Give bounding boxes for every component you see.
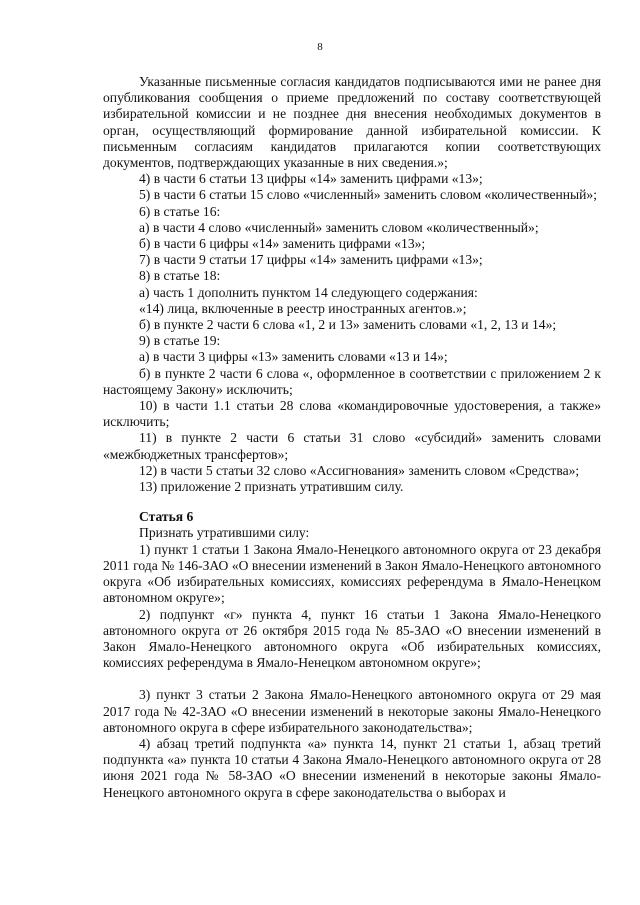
paragraph-item-6b: б) в части 6 цифры «14» заменить цифрами «13»; [139, 236, 426, 252]
document-body [103, 74, 601, 801]
blank-gap [103, 671, 601, 687]
paragraph-consent: Указанные письменные согласия кандидатов подписываются ими не ранее дня опубликования сообщения о приеме предложений по составу соответствующей избирательной комиссии и не позднее дня внесения необходимых документов в орган, осуществляющий формирование данной избирательной комиссии. К письменным согласиям кандидатов прилагаются копии соответствующих документов, подтверждающих указанные в них сведения.»; [103, 74, 601, 171]
page-number: 8 [317, 41, 323, 53]
paragraph-item-12: 12) в части 5 статьи 32 слово «Ассигнования» заменить словом «Средства»; [139, 462, 580, 478]
repeal-item-1: 1) пункт 1 статьи 1 Закона Ямало-Ненецкого автономного округа от 23 декабря 2011 года № 146-ЗАО «О внесении изменений в Закон Ямало-Ненецкого автономного округа «Об избирательных комиссиях, комиссиях референдума в Ямало-Ненецком автономном округе»; [103, 541, 601, 606]
repeal-item-4: 4) абзац третий подпункта «а» пункта 14, пункт 21 статьи 1, абзац третий подпункта «а» пункта 10 статьи 4 Закона Ямало-Ненецкого автономного округа от 28 июня 2021 года № 58-ЗАО «О внесении изменений в некоторые законы Ямало-Ненецкого автономного округа в сфере законодательства о выборах и [103, 735, 601, 800]
paragraph-item-4: 4) в части 6 статьи 13 цифры «14» заменить цифрами «13»; [139, 171, 483, 187]
paragraph-item-10: 10) в части 1.1 статьи 28 слова «командировочные удостоверения, а также» исключить; [103, 398, 601, 430]
paragraph-item-9: 9) в статье 19: [139, 333, 221, 349]
paragraph-item-9a: а) в части 3 цифры «13» заменить словами «13 и 14»; [139, 349, 448, 365]
article-title: Статья 6 [139, 509, 194, 525]
paragraph-item-8b: б) в пункте 2 части 6 слова «1, 2 и 13» заменить словами «1, 2, 13 и 14»; [139, 317, 557, 333]
paragraph-item-6: 6) в статье 16: [139, 203, 221, 219]
paragraph-item-5: 5) в части 6 статьи 15 слово «численный» заменить словом «количественный»; [139, 187, 598, 203]
repeal-item-2: 2) подпункт «г» пункта 4, пункт 16 статьи 1 Закона Ямало-Ненецкого автономного округа от 26 октября 2015 года № 85-ЗАО «О внесении изменений в Закон Ямало-Ненецкого автономного округа «Об избирательных комиссиях, комиссиях референдума в Ямало-Ненецком автономном округе»; [103, 606, 601, 671]
paragraph-item-13: 13) приложение 2 признать утратившим силу. [139, 479, 404, 495]
paragraph-item-11: 11) в пункте 2 части 6 статьи 31 слово «субсидий» заменить словами «межбюджетных трансфертов»; [103, 430, 601, 462]
paragraph-item-8a: а) часть 1 дополнить пунктом 14 следующего содержания: [139, 284, 478, 300]
paragraph-item-9b: б) в пункте 2 части 6 слова «, оформленное в соответствии с приложением 2 к настоящему Закону» исключить; [103, 365, 601, 397]
paragraph-item-8: 8) в статье 18: [139, 268, 221, 284]
repeal-item-3: 3) пункт 3 статьи 2 Закона Ямало-Ненецкого автономного округа от 29 мая 2017 года № 42-ЗАО «О внесении изменений в некоторые законы Ямало-Ненецкого автономного округа в сфере избирательного законодательства»; [103, 687, 601, 735]
paragraph-item-7: 7) в части 9 статьи 17 цифры «14» заменить цифрами «13»; [139, 252, 483, 268]
article-intro: Признать утратившими силу: [139, 525, 310, 541]
paragraph-item-6a: а) в части 4 слово «численный» заменить словом «количественный»; [139, 219, 539, 235]
paragraph-item-8a-quote: «14) лица, включенные в реестр иностранных агентов.»; [139, 300, 467, 316]
